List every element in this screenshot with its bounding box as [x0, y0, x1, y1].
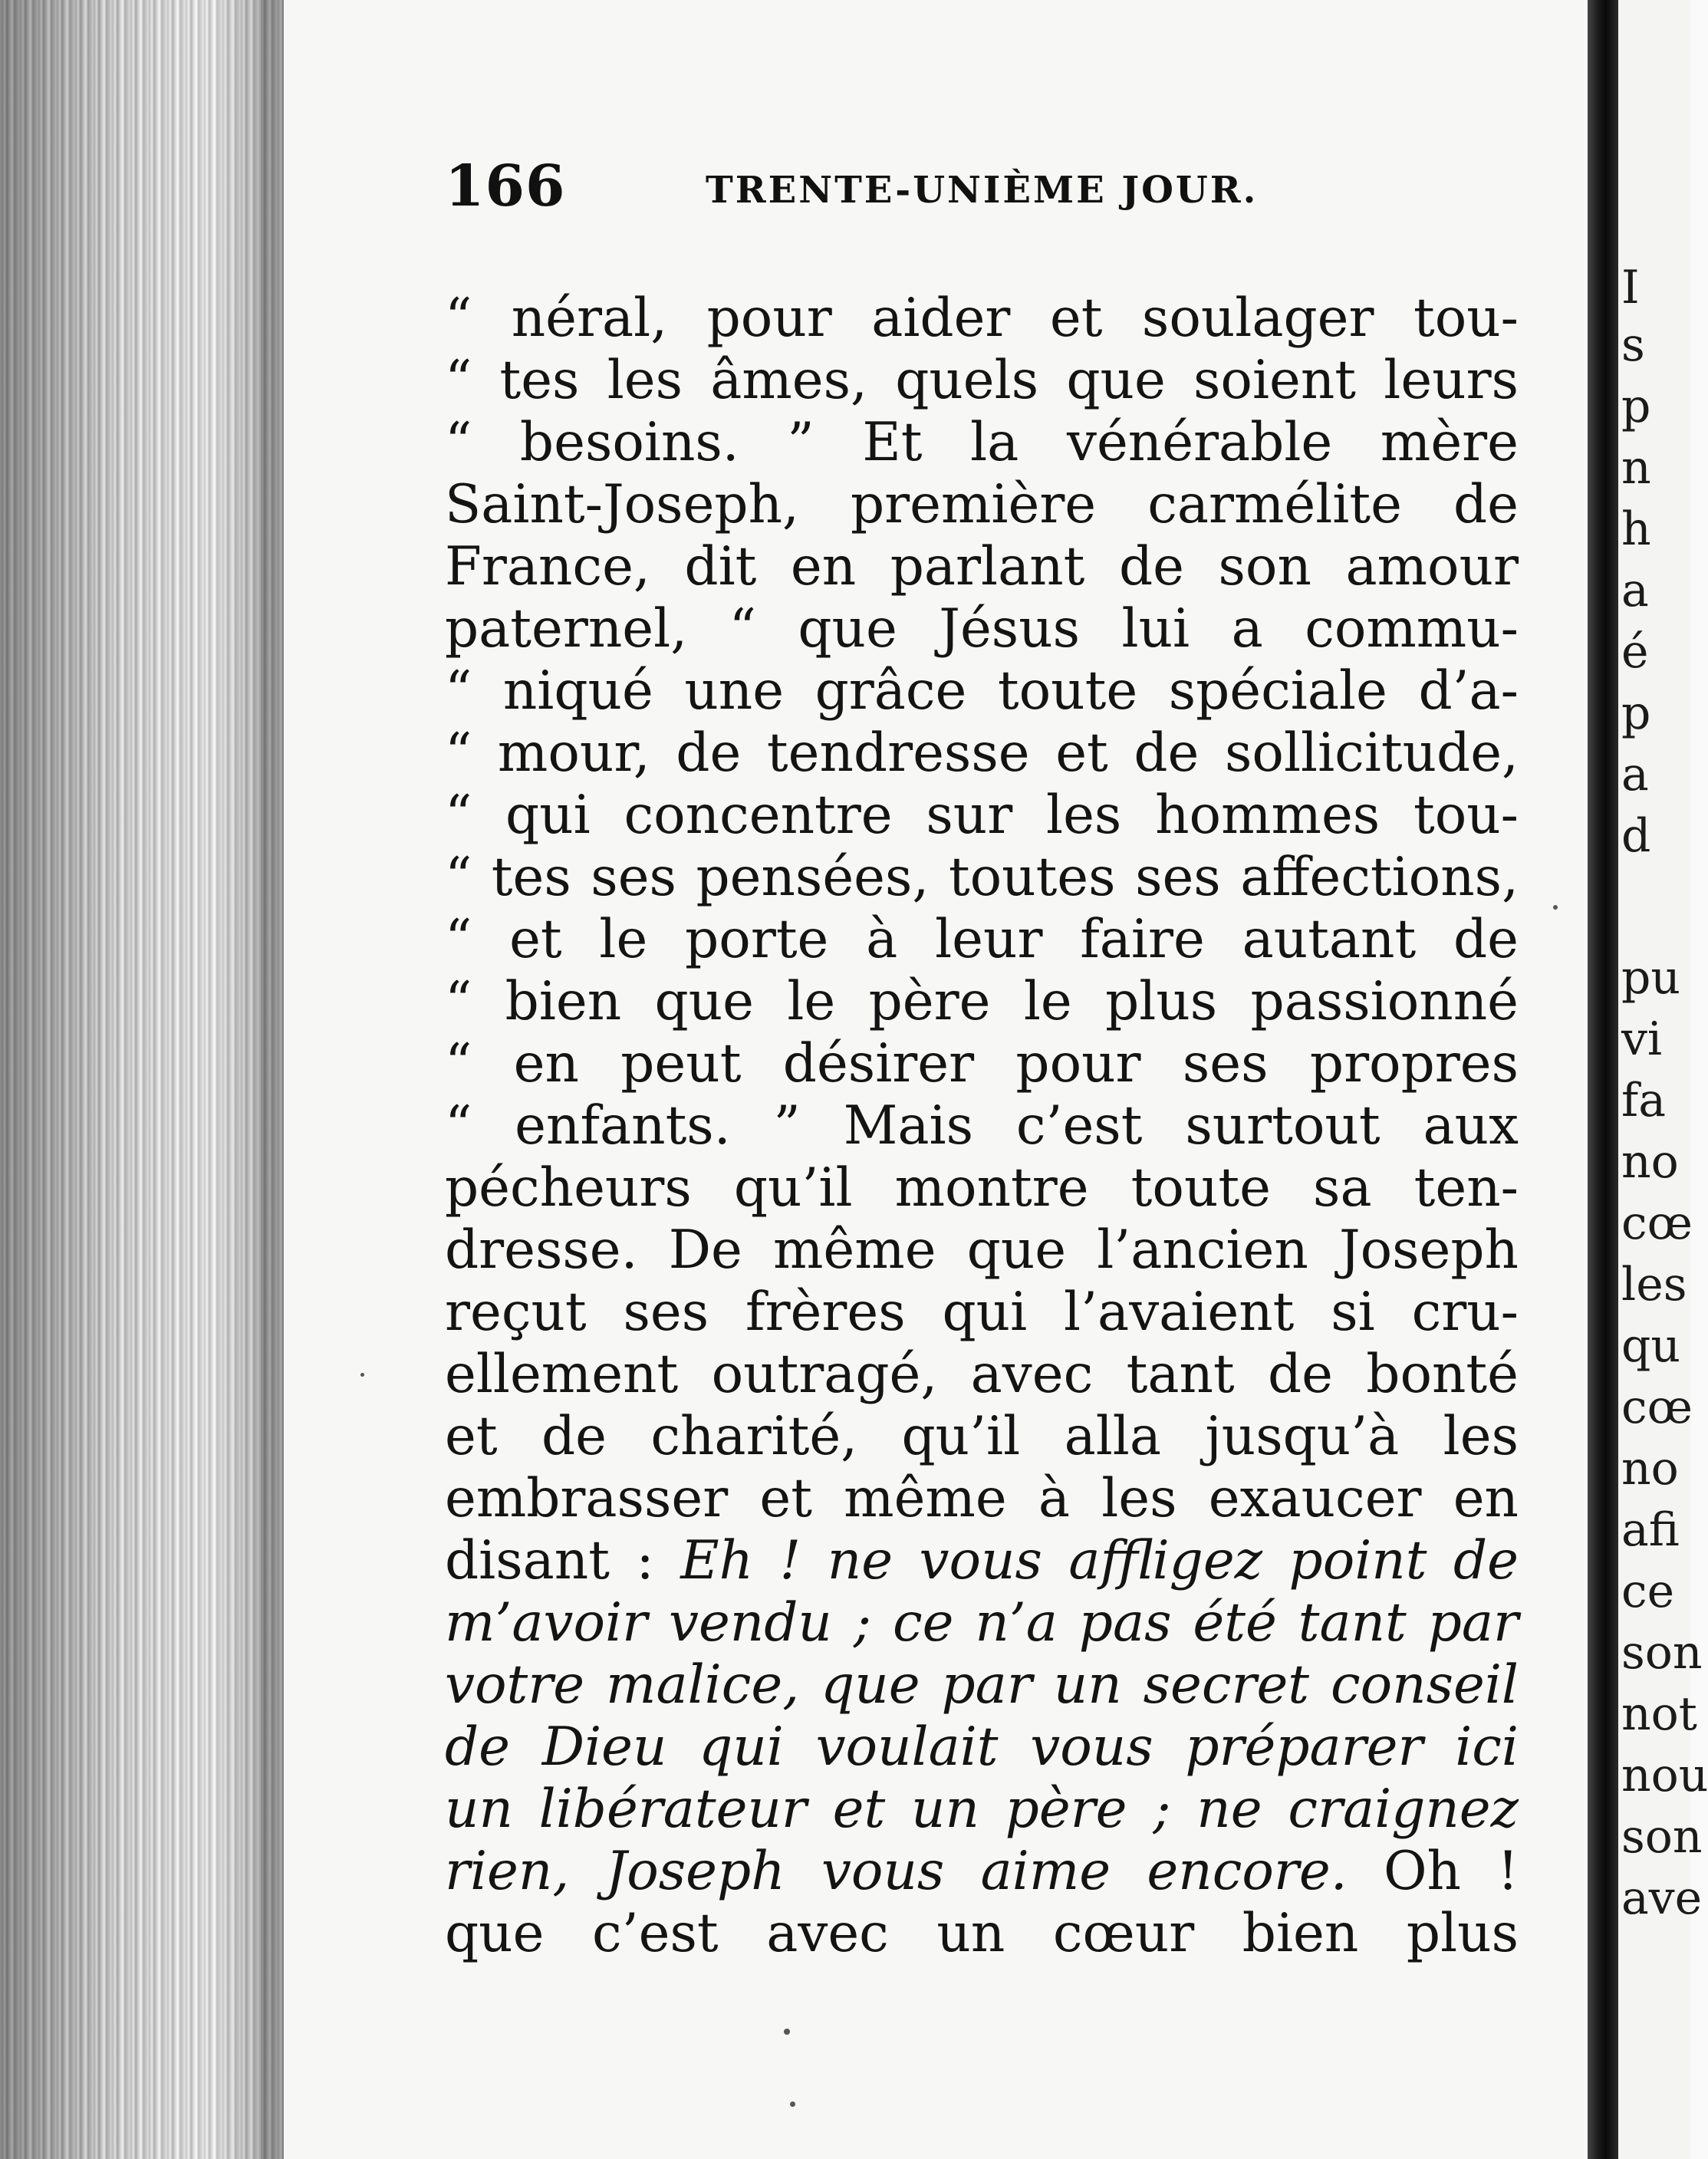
- text-line: que c’est avec un cœur bien plus: [445, 1903, 1519, 1964]
- right-page-fragment: fa: [1621, 1074, 1666, 1127]
- right-page-fragment: a: [1621, 564, 1649, 617]
- text-line: Saint-Joseph, première carmélite de: [445, 474, 1519, 535]
- right-page-fragment: qu: [1621, 1319, 1681, 1373]
- text-line: “ tes ses pensées, toutes ses affections,: [445, 847, 1519, 908]
- text-line: pécheurs qu’il montre toute sa ten-: [445, 1157, 1519, 1219]
- text-line: “ enfants. ” Mais c’est surtout aux: [445, 1095, 1519, 1157]
- right-page-fragment: no: [1621, 1442, 1679, 1496]
- text-line-mixed: [445, 1530, 1519, 1592]
- book-gutter: [1588, 0, 1618, 2159]
- right-page-fragment: pu: [1621, 951, 1681, 1005]
- edge-shadow: [261, 0, 284, 2159]
- text-italic-segment: rien, Joseph vous aime encore.: [445, 1841, 1348, 1902]
- text-line: “ qui concentre sur les hommes tou-: [445, 785, 1519, 846]
- text-line: paternel, “ que Jésus lui a commu-: [445, 598, 1519, 660]
- text-line: “ tes les âmes, quels que soient leurs: [445, 350, 1519, 411]
- text-line-italic: votre malice, que par un secret conseil: [445, 1654, 1519, 1716]
- text-roman-segment: disant :: [445, 1530, 681, 1591]
- right-page-fragment: n: [1621, 441, 1651, 495]
- right-page-fragment: no: [1621, 1135, 1679, 1189]
- right-page-fragment: h: [1621, 502, 1651, 556]
- text-line: “ bien que le père le plus passionné: [445, 971, 1519, 1032]
- text-line: dresse. De même que l’ancien Joseph: [445, 1219, 1519, 1281]
- right-page-fragment: son: [1621, 1626, 1703, 1680]
- right-page-fragment: ce: [1621, 1565, 1675, 1618]
- right-page-fragment: p: [1621, 686, 1651, 740]
- body-text: [445, 288, 1519, 1965]
- text-line: France, dit en parlant de son amour: [445, 536, 1519, 597]
- right-page-fragment: é: [1621, 625, 1649, 679]
- right-page-fragment: cœ: [1621, 1196, 1693, 1250]
- text-line: embrasser et même à les exaucer en: [445, 1468, 1519, 1529]
- text-line: ellement outragé, avec tant de bonté: [445, 1344, 1519, 1405]
- text-line-italic: un libérateur et un père ; ne craignez: [445, 1779, 1519, 1840]
- right-page-sliver: [1618, 0, 1708, 2159]
- text-line: “ niqué une grâce toute spéciale d’a-: [445, 660, 1519, 722]
- text-line: “ besoins. ” Et la vénérable mère: [445, 412, 1519, 473]
- text-line-mixed: [445, 1841, 1519, 1903]
- text-line: “ néral, pour aider et soulager tou-: [445, 288, 1519, 349]
- text-line-italic: de Dieu qui voulait vous préparer ici: [445, 1716, 1519, 1778]
- right-page-fragment: d: [1621, 809, 1651, 863]
- text-line: reçut ses frères qui l’avaient si cru-: [445, 1282, 1519, 1343]
- right-page-fragment: ave: [1621, 1871, 1703, 1925]
- right-page-fragment: son: [1621, 1810, 1703, 1864]
- text-line: “ et le porte à leur faire autant de: [445, 909, 1519, 970]
- print-speck: [360, 1373, 364, 1377]
- right-page-fragment: p: [1621, 380, 1651, 433]
- running-title: TRENTE-UNIÈME JOUR.: [706, 169, 1259, 212]
- right-page-fragment: not: [1621, 1687, 1697, 1741]
- page-edges: [0, 0, 284, 2159]
- page-number: 166: [445, 153, 566, 219]
- right-page-fragment: cœ: [1621, 1381, 1693, 1434]
- text-line: “ en peut désirer pour ses propres: [445, 1033, 1519, 1094]
- right-page-fragment: afi: [1621, 1503, 1680, 1557]
- text-italic-segment: Eh ! ne vous affligez point de: [680, 1530, 1519, 1591]
- right-page-fragment: s: [1621, 318, 1645, 372]
- page-header: [445, 153, 1288, 222]
- print-speck: [790, 2101, 795, 2107]
- text-line: “ mour, de tendresse et de sollicitude,: [445, 722, 1519, 784]
- right-page-fragment: nou: [1621, 1749, 1708, 1802]
- right-page-fragment: I: [1621, 261, 1640, 314]
- print-speck: [1553, 905, 1558, 910]
- text-line: et de charité, qu’il alla jusqu’à les: [445, 1406, 1519, 1467]
- text-line-italic: m’avoir vendu ; ce n’a pas été tant par: [445, 1592, 1519, 1654]
- text-roman-segment: Oh !: [1347, 1841, 1519, 1902]
- right-page-fragment: les: [1621, 1258, 1687, 1312]
- right-page-fragment: a: [1621, 748, 1649, 801]
- print-speck: [784, 2029, 790, 2035]
- right-page-fragment: vi: [1621, 1012, 1663, 1066]
